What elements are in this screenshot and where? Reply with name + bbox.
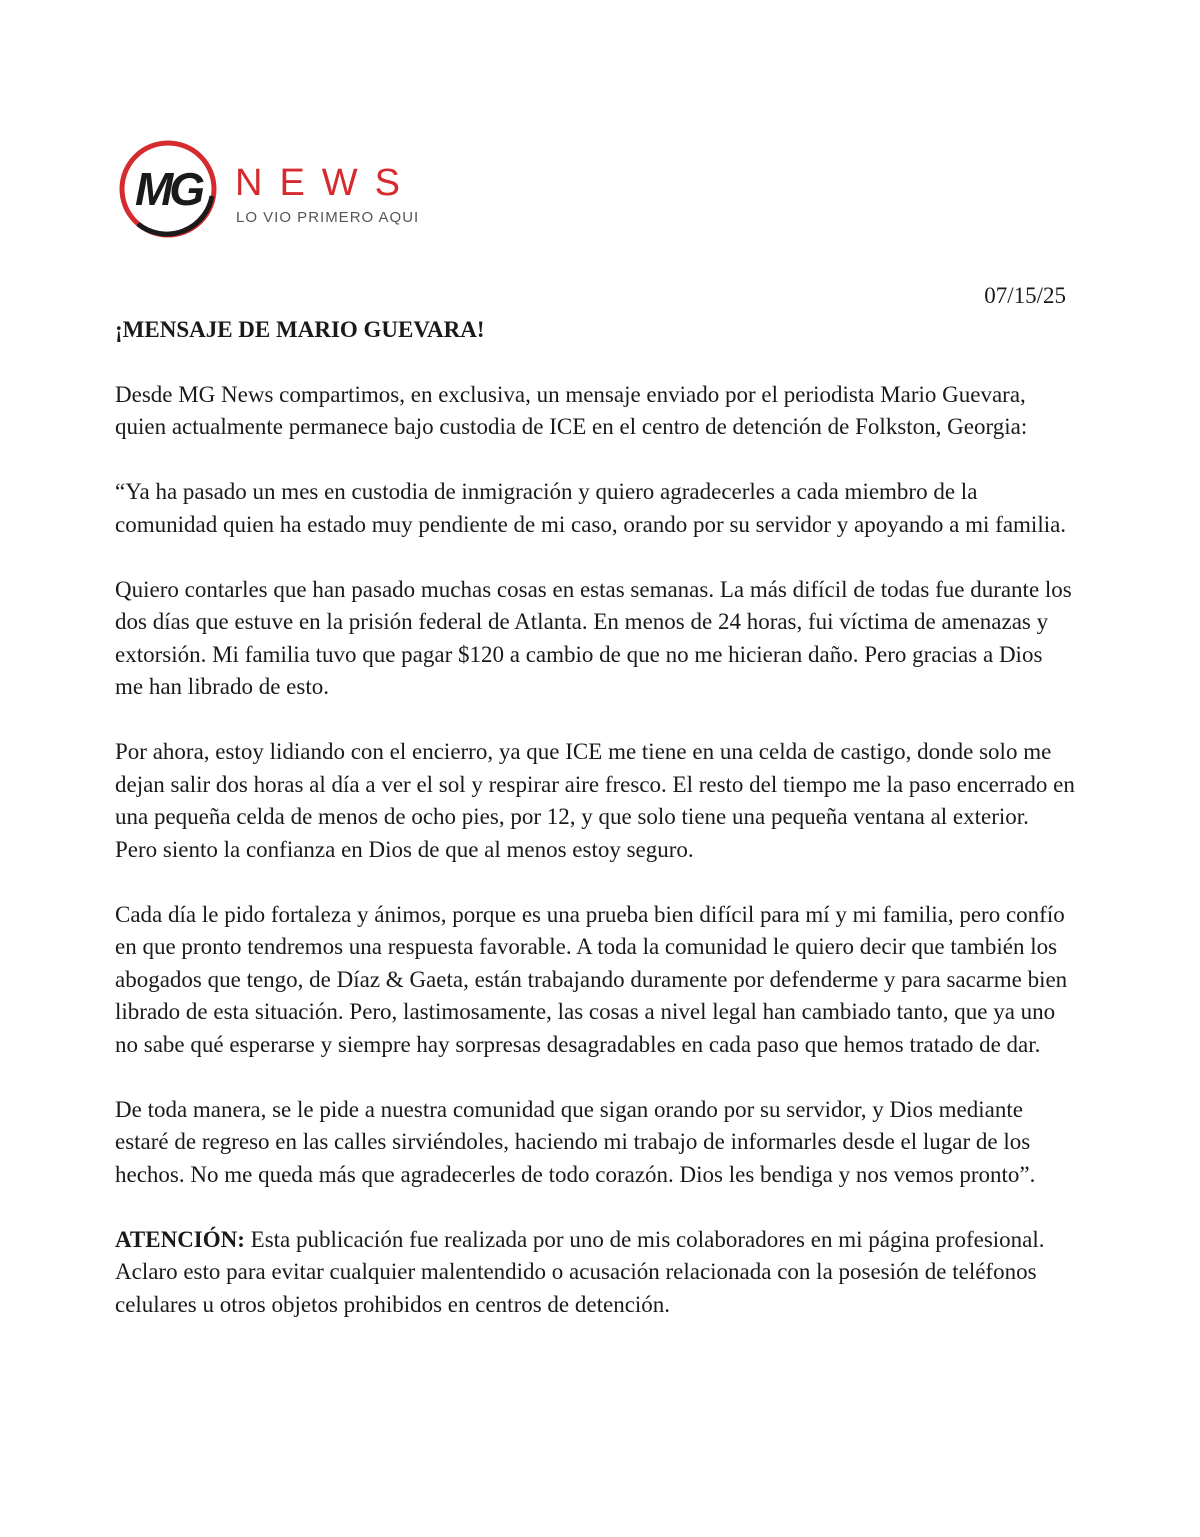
document-body (115, 314, 1075, 1354)
paragraph-quote-1: “Ya ha pasado un mes en custodia de inmigración y quiero agradecerles a cada miembro de la comunidad quien ha estado muy pendiente de mi caso, orando por su servidor y apoyando a mi familia. (115, 479, 1067, 537)
notice-text: Esta publicación fue realizada por uno de mis colaboradores en mi página profesional. Aclaro esto para evitar cualquier malentendido o acusación relacionada con la posesión de teléfonos celulares u otros objetos prohibidos en centros de detención. (115, 1226, 1045, 1317)
notice-label: ATENCIÓN: (115, 1226, 245, 1252)
mg-news-logo (116, 136, 436, 242)
logo-monogram: MG (134, 163, 202, 215)
mg-logo-circle-icon (116, 136, 222, 242)
paragraph-quote-2: Quiero contarles que han pasado muchas cosas en estas semanas. La más difícil de todas fue durante los dos días que estuve en la prisión federal de Atlanta. En menos de 24 horas, fui víctima de amenazas y extorsión. Mi familia tuvo que pagar $120 a cambio de que no me hicieran daño. Pero gracias a Dios me han librado de esto. (115, 576, 1072, 699)
document-title: ¡MENSAJE DE MARIO GUEVARA! (115, 317, 485, 342)
paragraph-quote-4: Cada día le pido fortaleza y ánimos, porque es una prueba bien difícil para mí y mi familia, pero confío en que pronto tendremos una respuesta favorable. A toda la comunidad le quiero decir que también los abogados que tengo, de Díaz & Gaeta, están trabajando duramente por defenderme y para sacarme bien librado de esta situación. Pero, lastimosamente, las cosas a nivel legal han cambiado tanto, que ya uno no sabe qué esperarse y siempre hay sorpresas desagradables en cada paso que hemos tratado de dar. (115, 901, 1068, 1057)
notice-paragraph (115, 1224, 1075, 1322)
logo-tagline: LO VIO PRIMERO AQUI (236, 209, 420, 226)
paragraph-intro: Desde MG News compartimos, en exclusiva, un mensaje enviado por el periodista Mario Guevara, quien actualmente permanece bajo custodia de ICE en el centro de detención de Folkston, Georgia: (115, 381, 1028, 439)
logo-brand-text: NEWS (235, 162, 417, 204)
document-date: 07/15/25 (984, 283, 1066, 308)
paragraph-quote-5: De toda manera, se le pide a nuestra comunidad que sigan orando por su servidor, y Dios mediante estaré de regreso en las calles sirviéndoles, haciendo mi trabajo de informarles desde el lugar de los hechos. No me queda más que agradecerles de todo corazón. Dios les bendiga y nos vemos pronto”. (115, 1096, 1036, 1187)
paragraph-quote-3: Por ahora, estoy lidiando con el encierro, ya que ICE me tiene en una celda de castigo, donde solo me dejan salir dos horas al día a ver el sol y respirar aire fresco. El resto del tiempo me la paso encerrado en una pequeña celda de menos de ocho pies, por 12, y que solo tiene una pequeña ventana al exterior. Pero siento la confianza en Dios de que al menos estoy seguro. (115, 739, 1075, 862)
